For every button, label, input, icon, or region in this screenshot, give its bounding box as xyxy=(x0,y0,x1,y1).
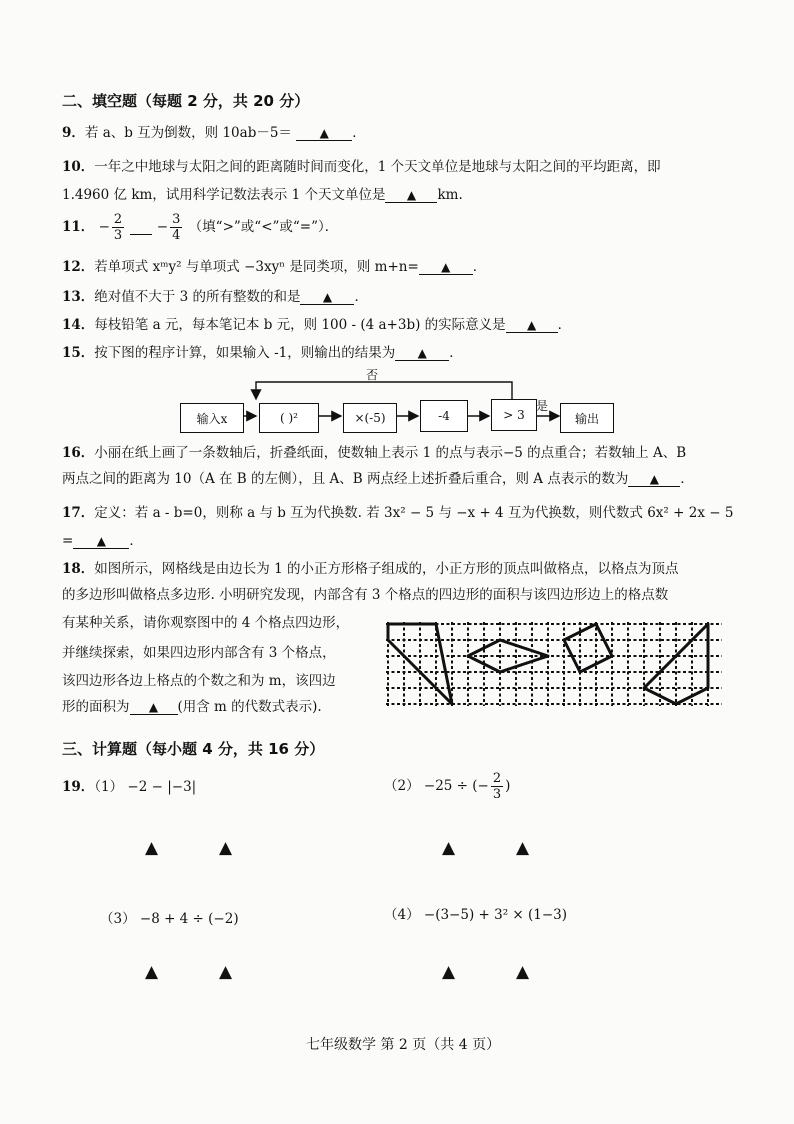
page-footer: 七年级数学 第 2 页（共 4 页） xyxy=(306,1037,501,1053)
question-number: 13． xyxy=(62,289,95,305)
answer-triangle: ▲ xyxy=(406,188,417,202)
question-text: = xyxy=(62,533,74,549)
denominator: 4 xyxy=(172,228,181,243)
answer-triangle: ▲ xyxy=(219,962,233,982)
question-19-part1 xyxy=(62,778,196,796)
question-19-part3: （3） −8 + 4 ÷ (−2) xyxy=(100,911,239,927)
flow-multiply-box xyxy=(343,403,397,433)
answer-blank xyxy=(419,260,473,275)
question-text: 按下图的程序计算，如果输入 -1，则输出的结果为 xyxy=(94,345,396,361)
flow-output-box xyxy=(560,403,614,433)
answer-blank xyxy=(385,188,437,203)
answer-triangle: ▲ xyxy=(442,838,456,858)
lattice-grid-figure xyxy=(384,620,726,708)
question-18-line3: 有某种关系，请你观察图中的 4 个格点四边形， xyxy=(62,615,350,631)
quad-3 xyxy=(564,624,612,672)
question-14 xyxy=(62,316,571,334)
answer-triangle: ▲ xyxy=(516,838,530,858)
question-text: 若 a、b 互为倒数，则 10ab－5＝ xyxy=(84,125,292,141)
question-13 xyxy=(62,288,368,306)
question-text: （1） −2 − |−3| xyxy=(94,779,197,795)
question-text: 1.4960 亿 km，试用科学记数法表示 1 个天文单位是 xyxy=(62,187,386,203)
question-9 xyxy=(62,124,366,142)
answer-blank xyxy=(628,472,680,487)
numerator: 3 xyxy=(172,212,181,227)
question-text: ) xyxy=(505,778,511,794)
question-number: 18． xyxy=(62,561,95,577)
answer-triangle: ▲ xyxy=(322,290,333,304)
flow-input-label: 输入x xyxy=(196,411,228,426)
question-end: ． xyxy=(352,125,366,141)
question-number: 11． xyxy=(62,219,95,235)
question-15 xyxy=(62,344,463,362)
question-18 xyxy=(62,560,678,578)
question-number: 14． xyxy=(62,317,95,333)
answer-triangle: ▲ xyxy=(527,318,537,332)
question-end: ． xyxy=(557,317,572,333)
question-text: 一年之中地球与太阳之间的距离随时间而变化，1 个天文单位是地球与太阳之间的平均距离，即 xyxy=(94,159,661,175)
question-number: 17． xyxy=(62,505,95,521)
question-number: 12． xyxy=(62,259,95,275)
question-16 xyxy=(62,444,686,462)
question-number: 9． xyxy=(62,125,85,141)
question-text: 两点之间的距离为 10（A 在 B 的左侧），且 A、B 两点经上述折叠后重合，则 A 点表示的数为 xyxy=(62,471,629,487)
flow-yes-label: 是 xyxy=(536,399,549,413)
question-19-part2 xyxy=(384,770,510,802)
question-end: ． xyxy=(129,533,143,549)
answer-triangle: ▲ xyxy=(441,260,451,274)
question-text: 每枝铅笔 a 元，每本笔记本 b 元，则 100 - (4 a+3b) 的实际意义是 xyxy=(94,317,506,333)
numerator: 2 xyxy=(113,212,123,227)
flow-square-box xyxy=(259,403,319,433)
question-end: ． xyxy=(449,345,463,361)
question-18-line5: 该四边形各边上格点的个数之和为 m，该四边 xyxy=(62,673,336,689)
fraction-two-thirds xyxy=(491,771,503,802)
question-text: 若单项式 xᵐy² 与单项式 −3xyⁿ 是同类项，则 m+n= xyxy=(94,259,419,275)
answer-triangle: ▲ xyxy=(219,838,233,858)
question-text: （2） −25 ÷ (− xyxy=(384,778,489,794)
question-text: （填“>”或“<”或“=”）． xyxy=(188,219,339,235)
fraction-two-thirds xyxy=(112,212,124,243)
question-18-line4: 并继续探索，如果四边形内部含有 3 个格点， xyxy=(62,645,336,661)
flow-square-label: ( )² xyxy=(280,411,298,425)
question-17 xyxy=(62,504,733,522)
answer-triangle: ▲ xyxy=(442,962,456,982)
question-17-line2 xyxy=(62,532,143,550)
numerator: 2 xyxy=(492,771,502,786)
question-end: ． xyxy=(354,289,368,305)
question-text: 定义：若 a - b=0，则称 a 与 b 互为代换数. 若 3x² − 5 与 −x + 4 互为代换数，则代数式 6x² + 2x − 5 xyxy=(94,505,734,521)
flow-compare-box xyxy=(491,399,537,431)
answer-blank xyxy=(130,220,152,235)
flow-subtract-label: -4 xyxy=(438,409,450,423)
flow-subtract-box xyxy=(420,400,468,432)
answer-blank xyxy=(300,290,354,305)
answer-triangle: ▲ xyxy=(145,838,159,858)
denominator: 3 xyxy=(113,228,123,243)
answer-triangle: ▲ xyxy=(148,700,159,714)
question-12 xyxy=(62,258,486,276)
question-text: 如图所示，网格线是由边长为 1 的小正方形格子组成的，小正方形的顶点叫做格点，以格点为顶点 xyxy=(94,561,679,577)
flow-compare-label: > 3 xyxy=(503,408,525,422)
question-number: 10． xyxy=(62,159,95,175)
question-16-line2 xyxy=(62,470,694,488)
question-19-part4: （4） −(3−5) + 3² × (1−3) xyxy=(384,907,568,923)
section-title-fill-in: 二、填空题（每题 2 分，共 20 分） xyxy=(62,92,310,110)
answer-triangle: ▲ xyxy=(96,534,106,548)
question-10 xyxy=(62,158,661,176)
flow-no-label: 否 xyxy=(366,368,379,382)
denominator: 3 xyxy=(492,787,502,802)
flow-input-box xyxy=(180,403,244,433)
question-number: 19． xyxy=(62,779,95,795)
question-18-line2: 的多边形叫做格点多边形. 小明研究发现，内部含有 3 个格点的四边形的面积与该四边形边上的格点数 xyxy=(62,587,669,603)
question-10-line2 xyxy=(62,186,463,204)
answer-blank xyxy=(73,534,129,549)
question-end: ． xyxy=(680,471,694,487)
question-18-line6 xyxy=(62,698,322,716)
section-title-calculation: 三、计算题（每小题 4 分，共 16 分） xyxy=(62,740,325,758)
question-text: 形的面积为 xyxy=(62,699,130,715)
answer-triangle: ▲ xyxy=(516,962,530,982)
question-text: (用含 m 的代数式表示). xyxy=(177,699,322,715)
answer-triangle: ▲ xyxy=(417,346,427,360)
answer-triangle: ▲ xyxy=(649,472,659,486)
answer-triangle: ▲ xyxy=(319,126,329,140)
question-11: 11． − $\frac{2}{3}$ − $\frac{3}{4}$ （填“>”或“<”或“=”）． xyxy=(62,212,339,243)
answer-blank xyxy=(130,700,178,715)
answer-blank xyxy=(296,126,352,141)
answer-triangle: ▲ xyxy=(145,962,159,982)
question-number: 16． xyxy=(62,445,95,461)
question-text: 绝对值不大于 3 的所有整数的和是 xyxy=(94,289,301,305)
question-number: 15． xyxy=(62,345,95,361)
fraction-three-fourths xyxy=(170,212,182,243)
question-text: 小丽在纸上画了一条数轴后，折叠纸面，使数轴上表示 1 的点与表示−5 的点重合；若数轴上 A、B xyxy=(94,445,687,461)
answer-blank xyxy=(506,318,558,333)
flow-output-label: 输出 xyxy=(574,411,599,426)
flow-multiply-label: ×(-5) xyxy=(354,411,386,425)
answer-blank xyxy=(395,346,449,361)
question-end: ． xyxy=(472,259,487,275)
unit-text: km. xyxy=(437,187,463,203)
